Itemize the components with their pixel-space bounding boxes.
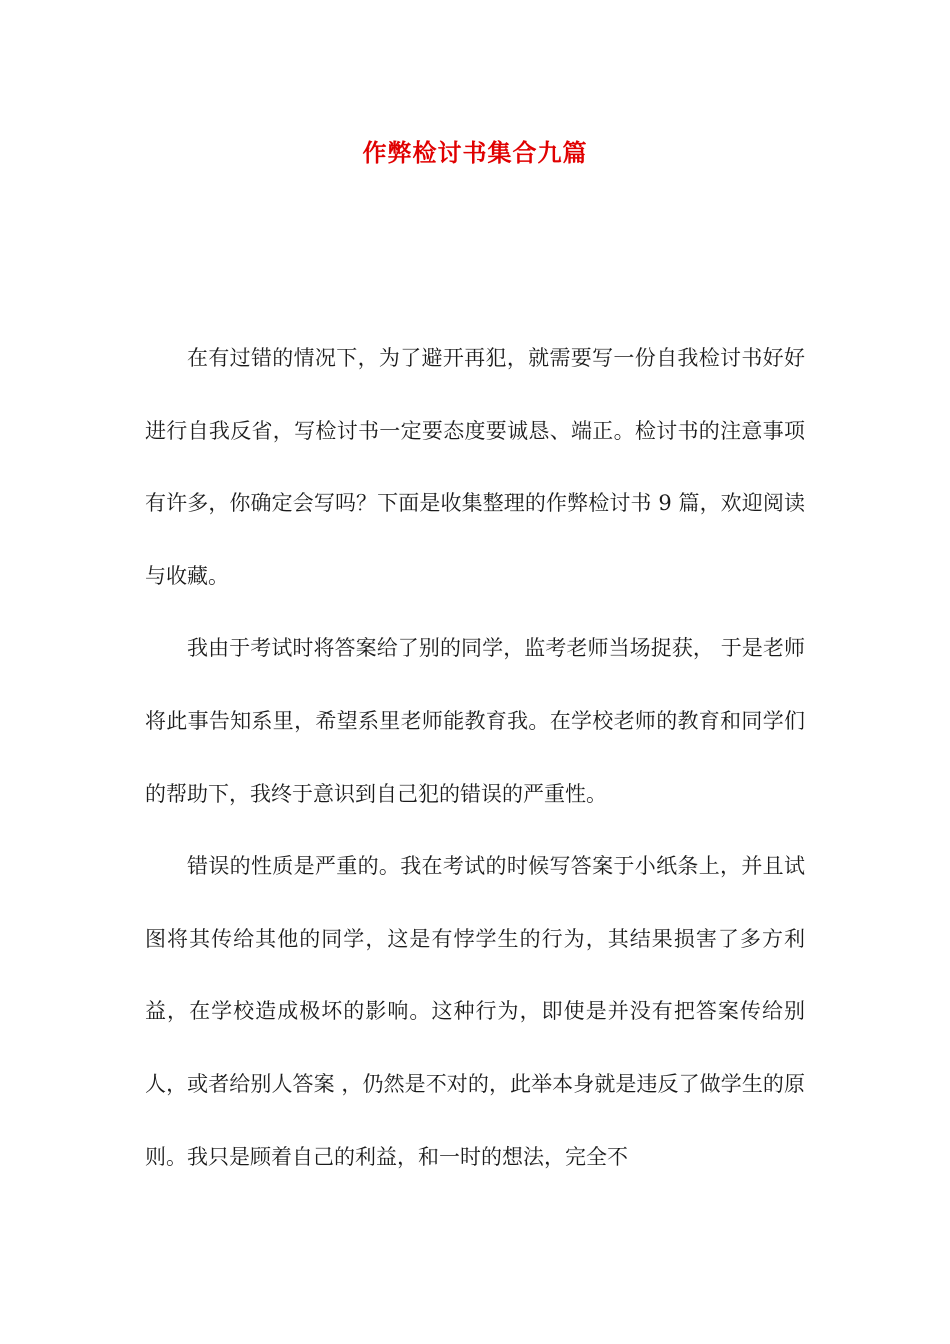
paragraph: 在有过错的情况下，为了避开再犯，就需要写一份自我检讨书好好进行自我反省，写检讨书一定要态度要诚恳、端正。检讨书的注意事项有许多，你确定会写吗？下面是收集整理的作弊检讨书 9 篇，欢迎阅读与收藏。 (145, 346, 805, 588)
paragraph: 我由于考试时将答案给了别的同学，监考老师当场捉获， 于是老师将此事告知系里，希望系里老师能教育我。在学校老师的教育和同学们的帮助下，我终于意识到自己犯的错误的严重性。 (145, 636, 805, 806)
document-body (145, 322, 805, 1193)
paragraph: 错误的性质是严重的。我在考试的时候写答案于小纸条上，并且试图将其传给其他的同学，这是有悖学生的行为，其结果损害了多方利益，在学校造成极坏的影响。这种行为，即使是并没有把答案传给别人，或者给别人答案 ，仍然是不对的，此举本身就是违反了做学生的原则。我只是顾着自己的利益，和一时的想法，完全不 (145, 854, 805, 1169)
document-title: 作弊检讨书集合九篇 (362, 138, 588, 167)
